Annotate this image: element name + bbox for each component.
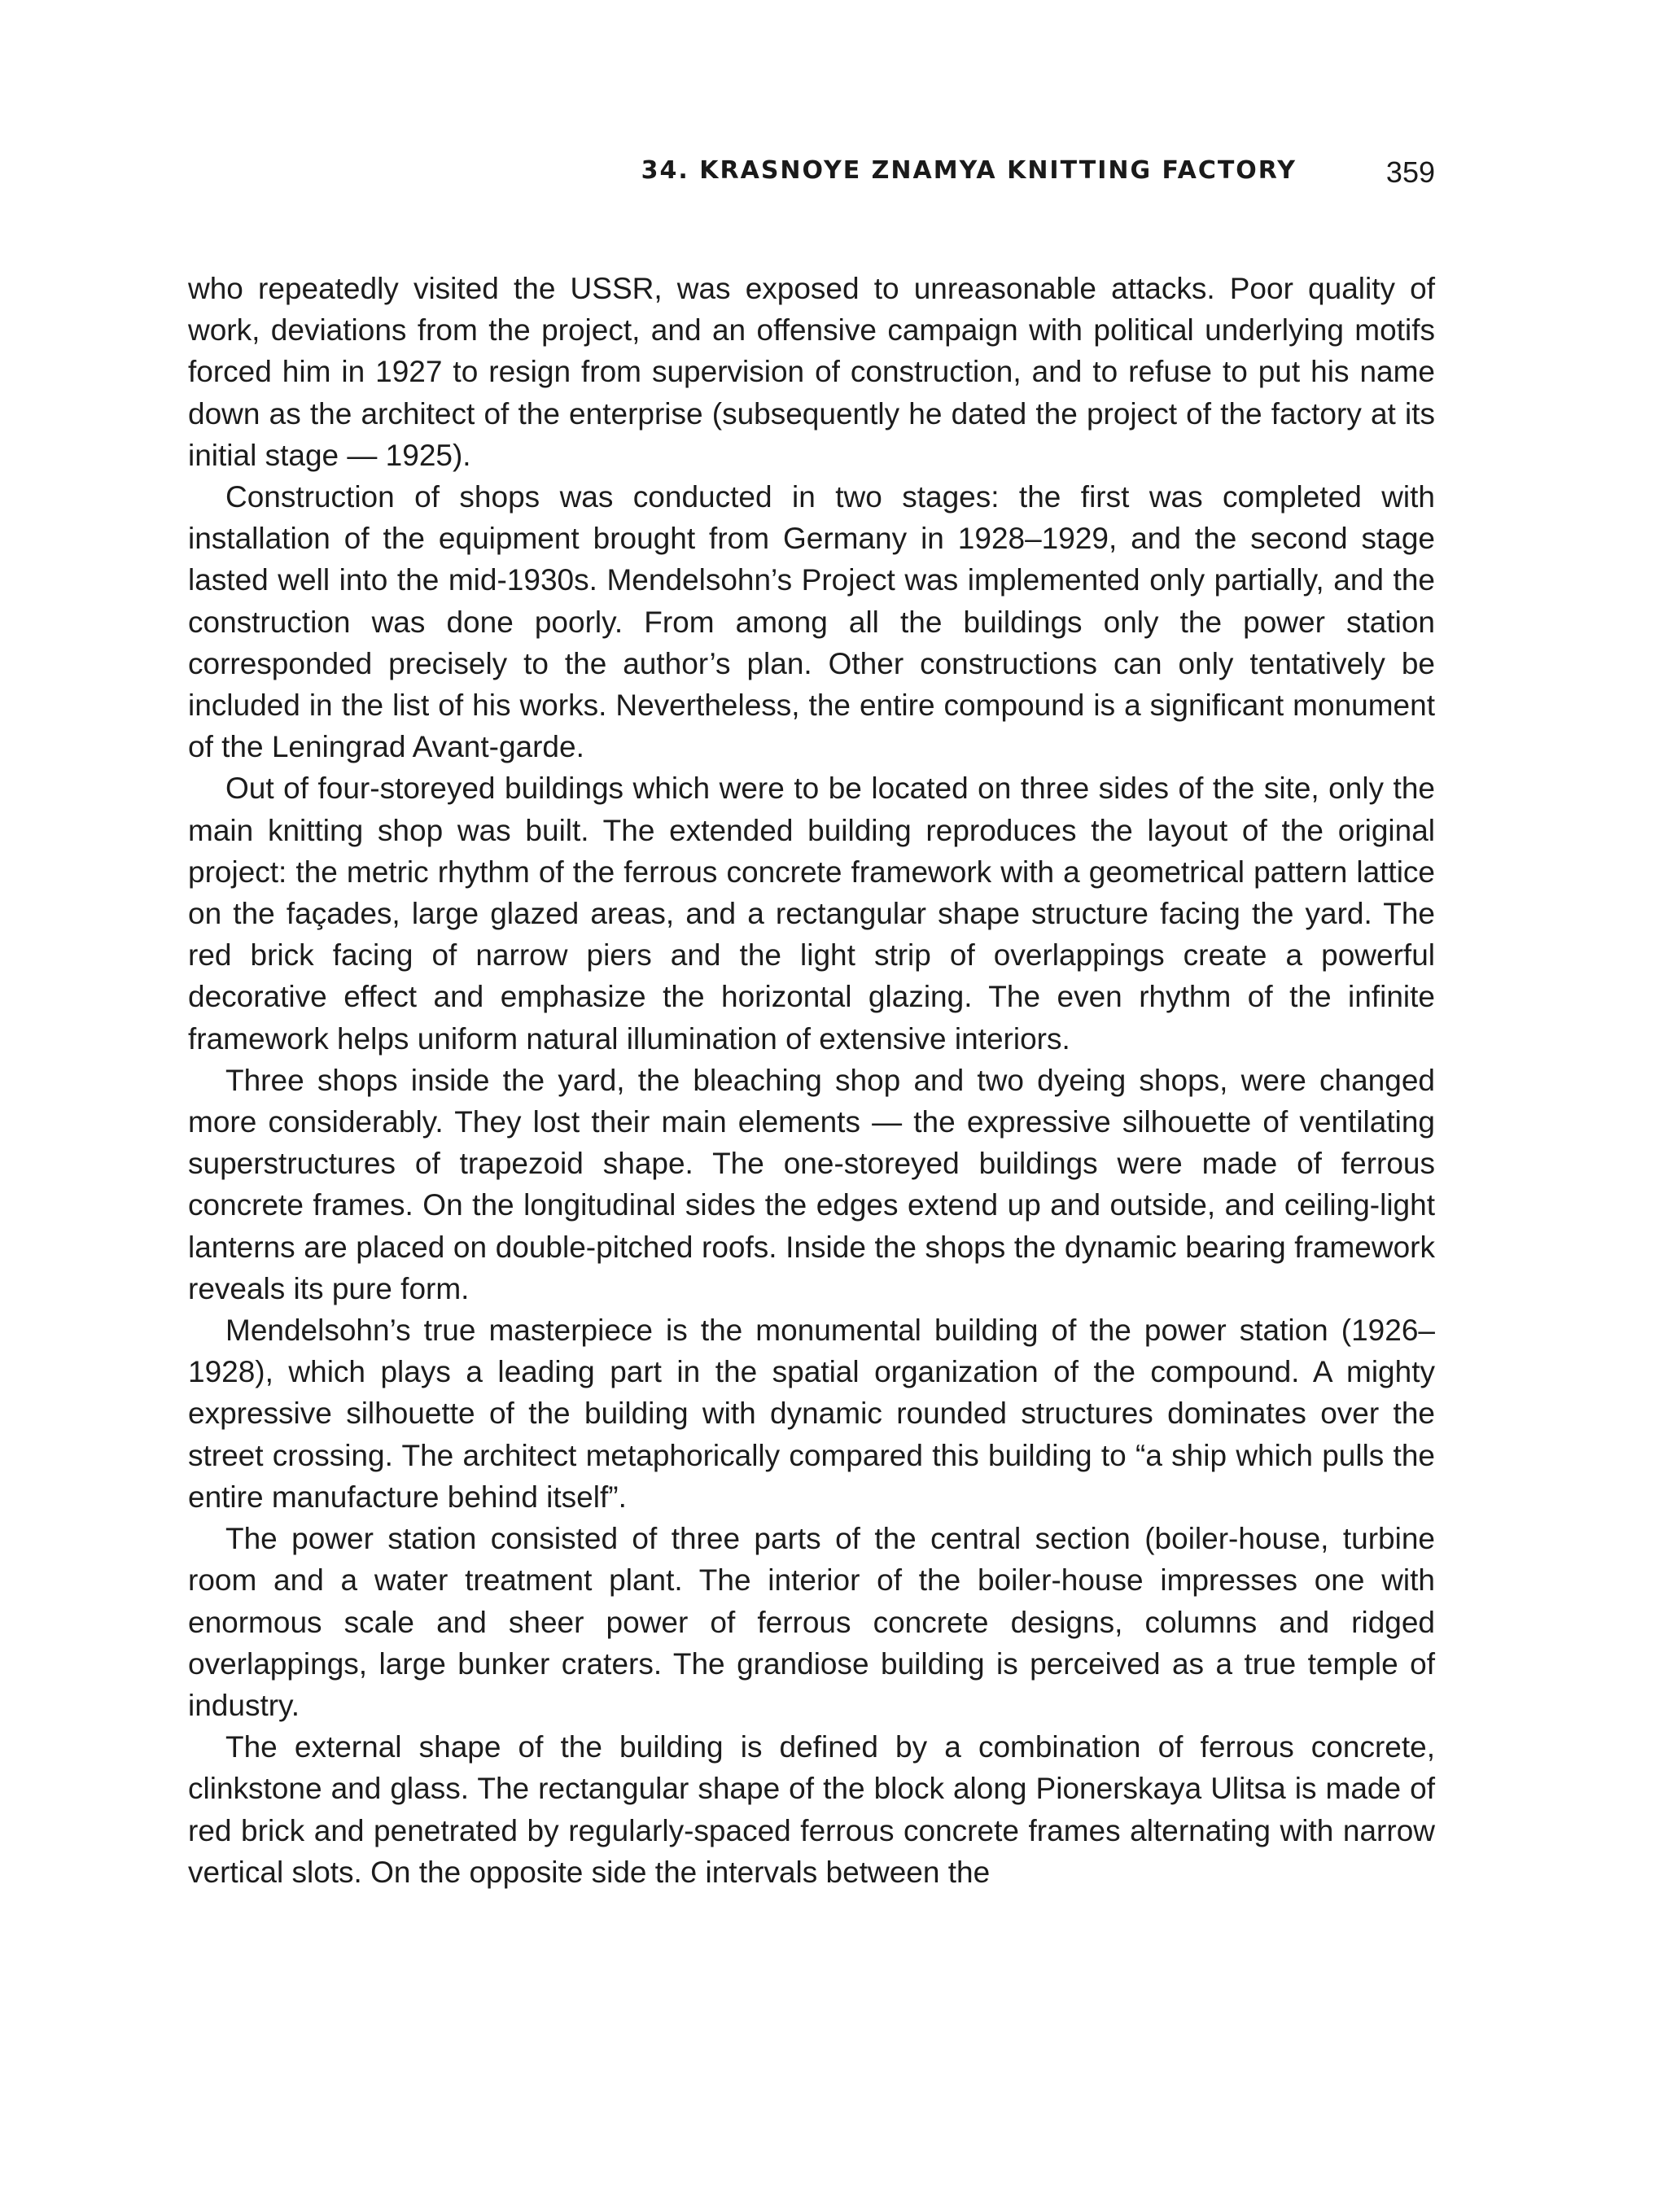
paragraph-continued: who repeatedly visited the USSR, was exposed to unreasonable attacks. Poor quality of work, deviations from the project, and an offensive campaign with political underlying motifs forced him in 1927 to resign from supervision of construction, and to refuse to put his name down as the architect of the enterprise (subsequently he dated the project of the factory at its initial stage — 1925). <box>188 272 1435 472</box>
running-title: 34. KRASNOYE ZNAMYA KNITTING FACTORY <box>641 156 1297 185</box>
paragraph-power-station: Mendelsohn’s true masterpiece is the monumental building of the power station (1926–1928), which plays a leading part in the spatial organization of the compound. A mighty expressive silhouette of the building with dynamic rounded structures dominates over the street crossing. The architect metaphorically compared this building to “a ship which pulls the entire manufacture behind itself”. <box>188 1314 1435 1514</box>
paragraph-knitting-shop: Out of four-storeyed buildings which were to be located on three sides of the site, only the main knitting shop was built. The extended building reproduces the layout of the original project: the metric rhythm of the ferrous concrete framework with a geometrical pattern lattice on the façades, large glazed areas, and a rectangular shape structure facing the yard. The red brick facing of narrow piers and the light strip of overlappings create a powerful decorative effect and emphasize the horizontal glazing. The even rhythm of the infinite framework helps uniform natural illumination of extensive interiors. <box>188 772 1435 1056</box>
page-number: 359 <box>1385 155 1435 189</box>
paragraph-yard-shops: Three shops inside the yard, the bleaching shop and two dyeing shops, were changed more considerably. They lost their main elements — the expressive silhouette of ventilating superstructures of trapezoid shape. The one-storeyed buildings were made of ferrous concrete frames. On the longitudinal sides the edges extend up and outside, and ceiling-light lanterns are placed on double-pitched roofs. Inside the shops the dynamic bearing framework reveals its pure form. <box>188 1063 1435 1305</box>
paragraph-power-station-parts: The power station consisted of three parts of the central section (boiler-house, turbine room and a water treatment plant. The interior of the boiler-house impresses one with enormous scale and sheer power of ferrous concrete designs, columns and ridged overlappings, large bunker craters. The grandiose building is perceived as a true temple of industry. <box>188 1522 1435 1722</box>
paragraph-external-shape: The external shape of the building is defined by a combination of ferrous concrete, clinkstone and glass. The rectangular shape of the block along Pionerskaya Ulitsa is made of red brick and penetrated by regularly-spaced ferrous concrete frames alternating with narrow vertical slots. On the opposite side the intervals between the <box>188 1730 1435 1889</box>
running-header <box>188 156 1435 194</box>
paragraph-construction-stages: Construction of shops was conducted in two stages: the first was completed with installation of the equipment brought from Germany in 1928–1929, and the second stage lasted well into the mid-1930s. Mendelsohn’s Project was implemented only partially, and the construction was done poorly. From among all the buildings only the power station corresponded precisely to the author’s plan. Other constructions can only tentatively be included in the list of his works. Nevertheless, the entire compound is a significant monument of the Leningrad Avant-garde. <box>188 480 1435 764</box>
body-text <box>188 268 1435 1893</box>
